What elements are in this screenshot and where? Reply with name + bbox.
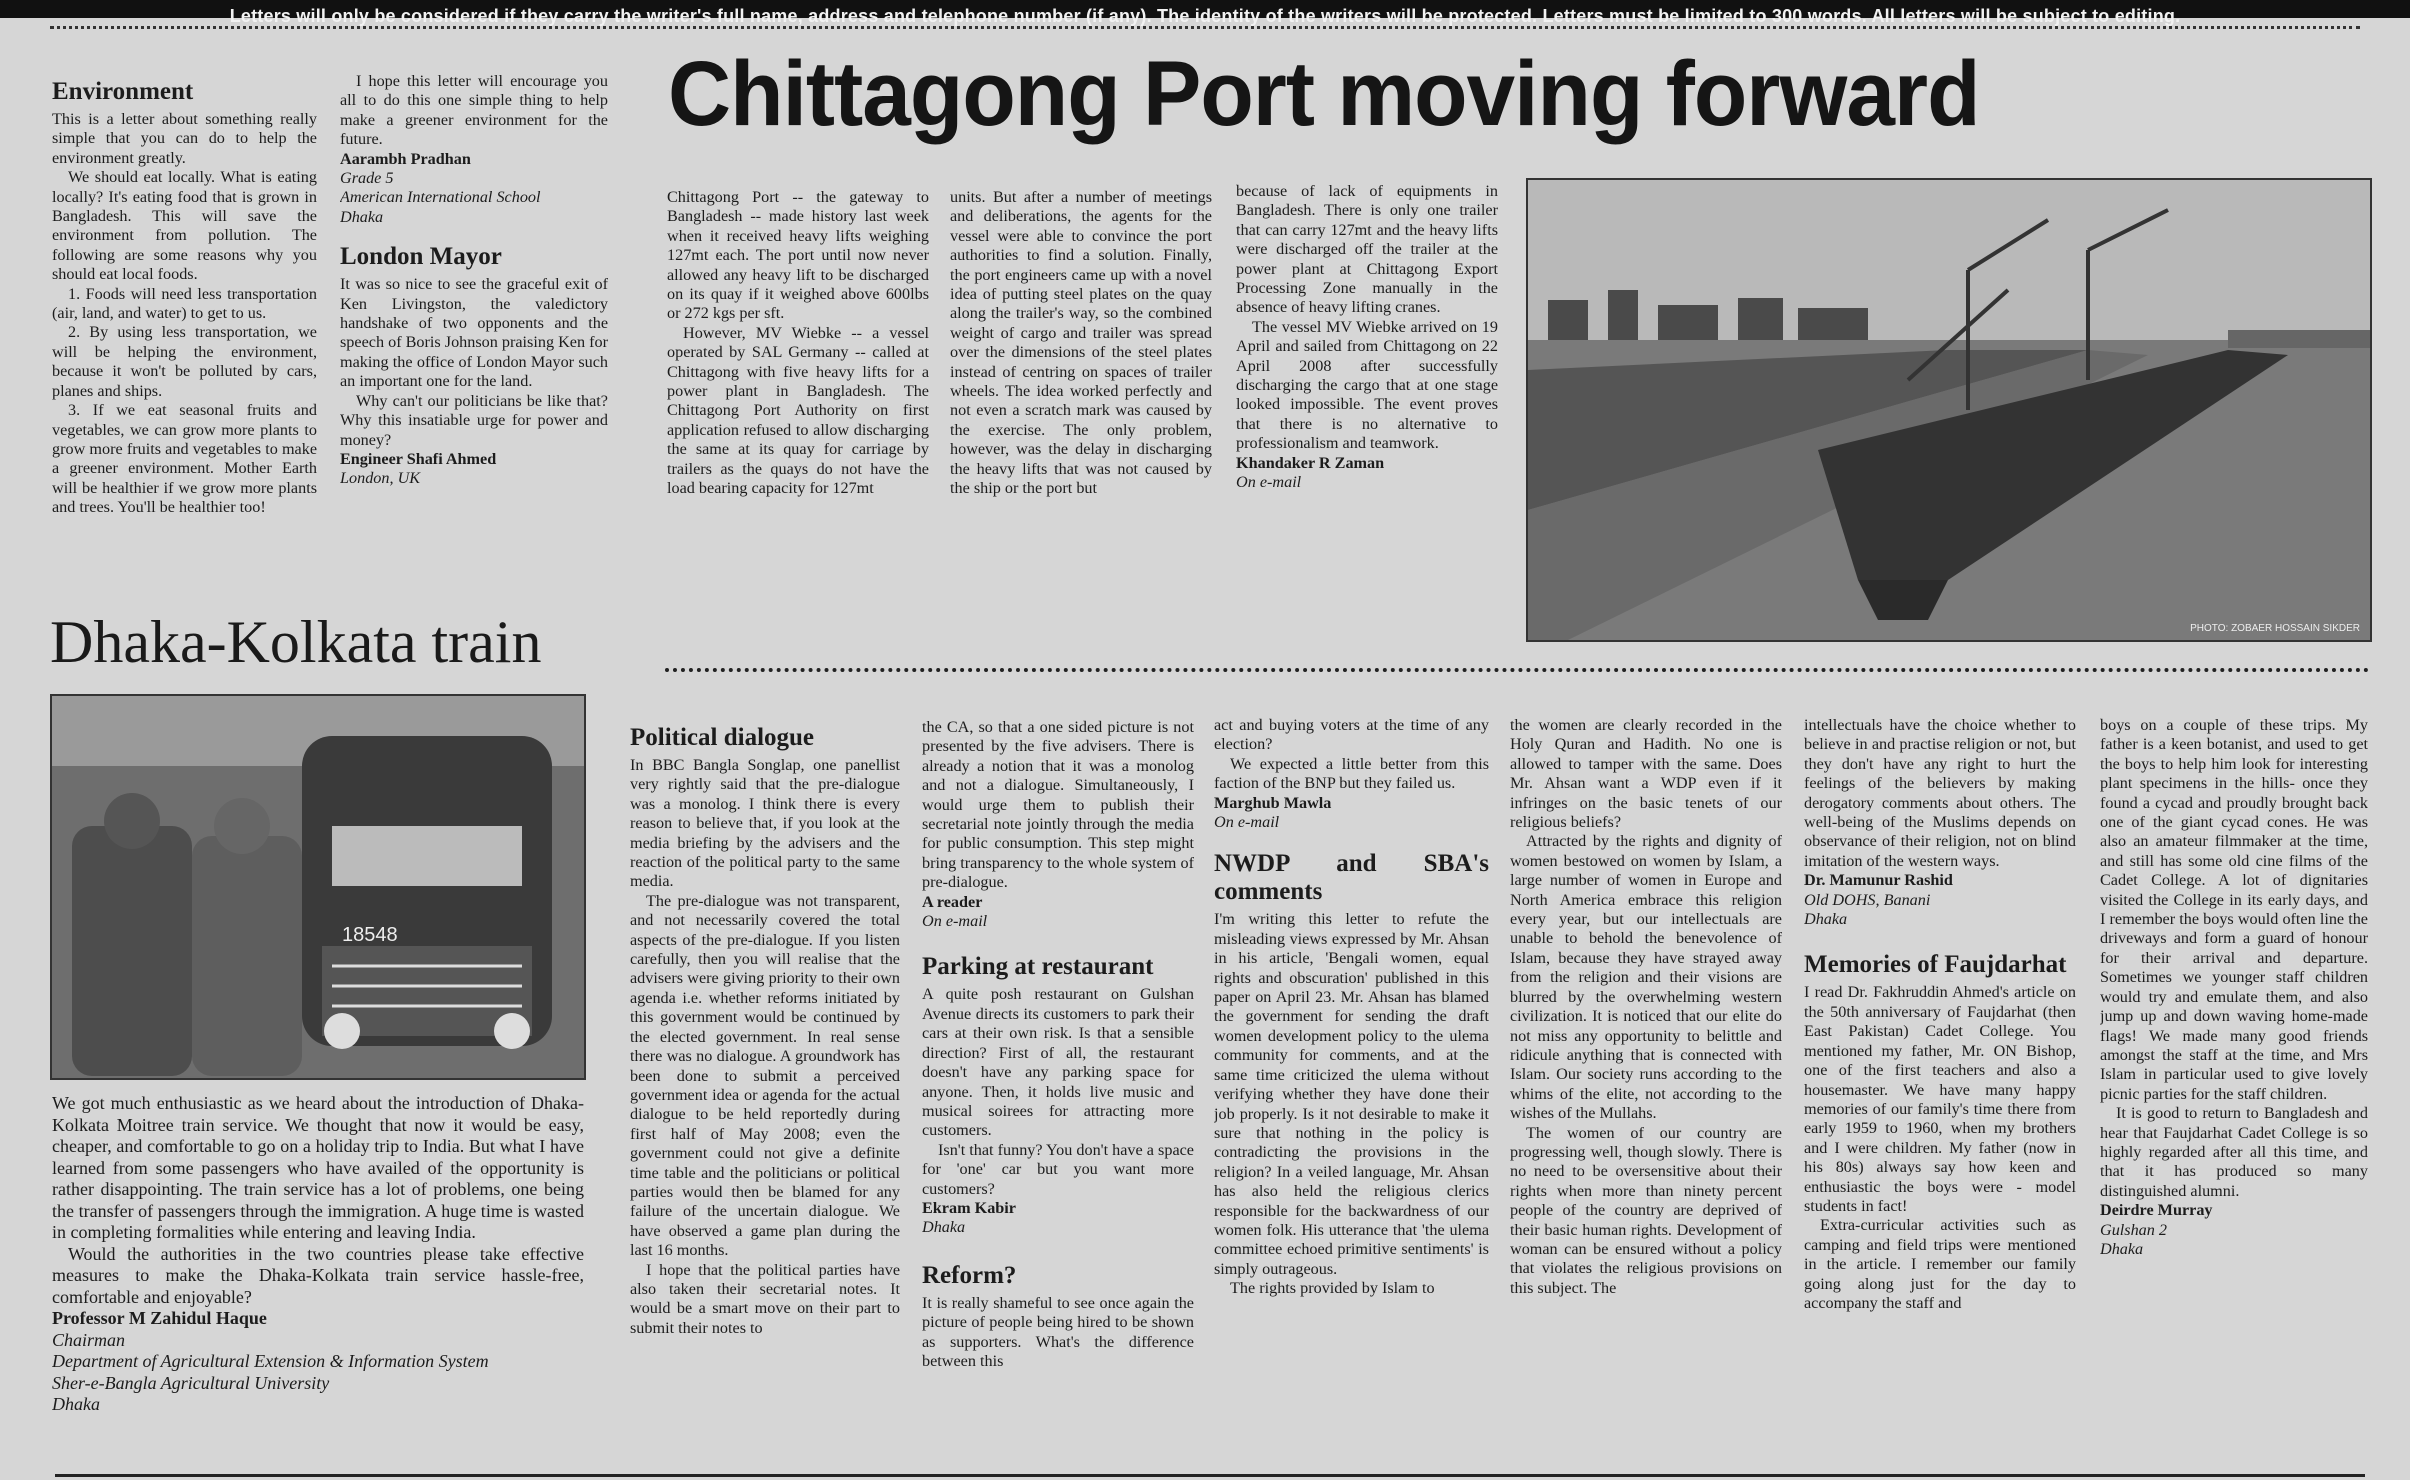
nwdp-column-2 xyxy=(1510,716,1782,1472)
train-para: Would the authorities in the two countries please take effective measures to make the Dhaka-Kolkata train service hassle-free, comfortable and enjoyable? xyxy=(52,1243,584,1307)
train-number: 18548 xyxy=(342,924,398,946)
environment-para: We should eat locally. What is eating locally? It's eating food that is grown in Bangladesh. This will save the environment from pollution. The following are some reasons why you should eat local foods. xyxy=(52,168,317,284)
parking-author: Ekram Kabir xyxy=(922,1198,1016,1217)
memories-city: Dhaka xyxy=(2100,1239,2144,1258)
port-column-2 xyxy=(950,188,1212,658)
political-para: the CA, so that a one sided picture is not presented by the five advisers. There is already a notion that it was a monolog and not a dialogue. Simultaneously, I would urge them to publish their secretarial note jointly through the media for public consumption. This step might bring transparency to the whole system of pre-dialogue. xyxy=(922,718,1194,892)
political-author: A reader xyxy=(922,892,983,911)
memories-para: Extra-curricular activities such as camping and field trips were mentioned in the article. I remember our family going along just for the day to accompany the staff and xyxy=(1804,1216,2076,1312)
nwdp-para: intellectuals have the choice whether to believe in and practise religion or not, but they don't have any right to hurt the feelings of the believers by making derogatory comments about others. The well-being of the Muslims depends on observance of their religion, not on blind imitation of the western ways. xyxy=(1804,716,2076,870)
environment-para: 1. Foods will need less transportation (air, land, and water) to get to us. xyxy=(52,284,317,323)
environment-city: Dhaka xyxy=(340,207,384,226)
london-title: London Mayor xyxy=(340,243,502,271)
environment-school: American International School xyxy=(340,188,541,207)
memories-address: Gulshan 2 xyxy=(2100,1220,2168,1239)
parking-para: A quite posh restaurant on Gulshan Avenue directs its customers to park their cars at their own risk. Is that a sensible direction? First of all, the restaurant doesn't have any parking space for anyone. Then, it holds live music and musical soirees for attracting more customers. xyxy=(922,985,1194,1140)
memories-para: I read Dr. Fakhruddin Ahmed's article on the 50th anniversary of Faujdarhat (then East Pakistan) Cadet College. You mentioned my father, Mr. ON Bishop, one of the first teachers and also a housemaster. We have many happy memories of our family's time there from early 1959 to 1960, when my brothers and I were children. My father (now in his 80s) always say how keen and enthusiastic the boys were - model students in fact! xyxy=(1804,983,2076,1215)
train-univ: Sher-e-Bangla Agricultural University xyxy=(52,1372,330,1393)
political-parking-column xyxy=(922,718,1194,1470)
port-para: However, MV Wiebke -- a vessel operated by SAL Germany -- called at Chittagong with five heavy lifts for a power plant in Bangladesh. The Chittagong Port Authority on first application refused to allow discharging the same at its quay for carriage by trailers as the quays do not have the load bearing capacity for 127mt xyxy=(667,323,929,498)
letters-notice: Letters will only be considered if they carry the writer's full name, address and telephone number (if any). The identity of the writers will be protected. Letters must be limited to 300 words. All letters will be subject to editing. xyxy=(229,6,2181,26)
port-column-1 xyxy=(667,188,929,658)
parking-para: Isn't that funny? You don't have a space for 'one' car but you want more customers? xyxy=(922,1140,1194,1198)
memories-para: boys on a couple of these trips. My father is a keen botanist, and used to get the boys to help him look for interesting plant specimens in the hills- once they found a cycad and proudly brought back one of the giant cycad cones. He was also an amateur filmmaker at the time, and still has some old cine films of the Cadet College. A lot of dignitaries visited the College in its early days, and I remember the boys would often line the driveways and form a guard of honour for their arrival and departure. Sometimes we younger staff children would try and emulate them, and also jump up and down waving home-made flags! We made many good friends amongst the staff at the time, and Mrs Islam in particular used to give lovely picnic parties for the staff children. xyxy=(2100,716,2368,1103)
train-role: Chairman xyxy=(52,1329,126,1350)
political-column-1 xyxy=(630,718,900,1470)
memories-column-2 xyxy=(2100,716,2368,1472)
train-author: Professor M Zahidul Haque xyxy=(52,1308,267,1328)
memories-para: It is good to return to Bangladesh and hear that Faujdarhat Cadet College is so highly regarded after all this time, and that it has produced so many distinguished alumni. xyxy=(2100,1104,2368,1200)
nwdp-para: the women are clearly recorded in the Holy Quran and Hadith. No one is allowed to tamper with the same. Does Mr. Ahsan want a WDP even if it infringes on the basic tenets of our religious beliefs? xyxy=(1510,716,1782,832)
notice-divider xyxy=(50,26,2360,29)
environment-letter xyxy=(52,72,317,592)
political-title: Political dialogue xyxy=(630,724,815,751)
train-photo xyxy=(50,694,586,1080)
port-headline: Chittagong Port moving forward xyxy=(668,43,1980,145)
reform-nwdp-column xyxy=(1214,716,1489,1472)
port-para: because of lack of equipments in Bangladesh. There is only one trailer that can carry 127mt and the heavy lifts were discharged off the trailer at the power plant at Chittagong Export Processing Zone manually in the absence of heavy lifting cranes. xyxy=(1236,182,1498,317)
environment-author: Aarambh Pradhan xyxy=(340,149,471,168)
environment-para: This is a letter about something really simple that you can do to help the environment greatly. xyxy=(52,110,317,167)
memories-author: Deirdre Murray xyxy=(2100,1201,2213,1220)
section-divider xyxy=(665,668,2370,672)
nwdp-para: The women of our country are progressing well, though slowly. There is no need to be oversensitive about their rights when more than ninety percent people of the country are deprived of their basic human rights. Development of woman can be ensured without a policy that violates the religious provisions on this subject. The xyxy=(1510,1123,1782,1297)
nwdp-para: The rights provided by Islam to xyxy=(1230,1279,1435,1298)
london-para: Why can't our politicians be like that? Why this insatiable urge for power and money? xyxy=(340,391,608,449)
parking-title: Parking at restaurant xyxy=(922,953,1154,981)
port-para: units. But after a number of meetings and deliberations, the agents for the vessel were able to convince the port authorities to find a solution. Finally, the port engineers came up with a novel idea of putting steel plates on the quay along the trailer's way, so the combined weight of cargo and trailer was spread over the dimensions of the steel plates instead of centring on spaces of trailer wheels. The idea worked perfectly and not even a scratch mark was caused by the exercise. The only problem, however, was the delay in discharging the heavy lifts that was not caused by the ship or the port but xyxy=(950,188,1212,498)
london-author: Engineer Shafi Ahmed xyxy=(340,449,497,468)
nwdp-title: NWDP and SBA's comments xyxy=(1214,850,1489,906)
port-author: Khandaker R Zaman xyxy=(1236,453,1385,472)
london-para: It was so nice to see the graceful exit of Ken Livingston, the valedictory handshake of two opponents and the speech of Boris Johnson praising Ken for making the office of London Mayor such an important one for the land. xyxy=(340,275,608,391)
port-ship-image xyxy=(1528,180,2370,640)
nwdp-city: Dhaka xyxy=(1804,910,1848,929)
nwdp-address: Old DOHS, Banani xyxy=(1804,890,1931,909)
bottom-rule xyxy=(55,1474,2365,1477)
port-para: The vessel MV Wiebke arrived on 19 April and sailed from Chittagong on 22 April 2008 after successfully discharging the cargo that at one stage looked impossible. The event proves that there is no alternative to professionalism and teamwork. xyxy=(1236,317,1498,453)
port-via: On e-mail xyxy=(1236,473,1302,492)
reform-title: Reform? xyxy=(922,1261,1017,1289)
reform-via: On e-mail xyxy=(1214,813,1280,832)
nwdp-author: Dr. Mamunur Rashid xyxy=(1804,871,1953,890)
reform-para: act and buying voters at the time of any election? xyxy=(1214,716,1489,754)
port-photo xyxy=(1526,178,2372,642)
port-para: Chittagong Port -- the gateway to Bangladesh -- made history last week when it received heavy lifts weighing 127mt each. The port until now never allowed any heavy lift to be discharged on its quay if it weighed above 600lbs or 272 kgs per sft. xyxy=(667,188,929,323)
nwdp-memories-column xyxy=(1804,716,2076,1472)
political-para: In BBC Bangla Songlap, one panellist very rightly said that the pre-dialogue was a monolog. I think there is every reason to believe that, if you look at the media briefing by the advisers and the reaction of the political party to the same media. xyxy=(630,756,900,891)
environment-para: 2. By using less transportation, we will be helping the environment, because it won't be polluted by cars, planes and ships. xyxy=(52,323,317,400)
environment-london-column xyxy=(340,72,608,592)
political-para: The pre-dialogue was not transparent, and not necessarily covered the total aspects of the pre-dialogue. If you listen carefully, then you will realise that the advisers were giving priority to their own agenda i.e. whether reforms initiated by this government would be continued by the elected government. In real sense there was no dialogue. A groundwork has been done to submit a perceived government idea or agenda for the actual dialogue to be held reportedly during first half of May 2008; even the government could not give a definite time table and the politicians or political parties would then be blamed for any failure of the uncertain dialogue. We have observed a game plan during the last 16 months. xyxy=(630,891,900,1260)
port-column-3 xyxy=(1236,182,1498,658)
train-headline: Dhaka-Kolkata train xyxy=(50,609,542,675)
reform-para: We expected a little better from this faction of the BNP but they failed us. xyxy=(1214,754,1489,793)
reform-para: It is really shameful to see once again the picture of people being hired to be shown as supporters. What's the difference between this xyxy=(922,1293,1194,1370)
environment-title: Environment xyxy=(52,78,194,105)
environment-grade: Grade 5 xyxy=(340,169,394,188)
reform-author: Marghub Mawla xyxy=(1214,793,1332,812)
political-para: I hope that the political parties have also taken their secretarial notes. It would be a smart move on their part to submit their notes to xyxy=(630,1260,900,1337)
political-via: On e-mail xyxy=(922,912,988,931)
train-dept: Department of Agricultural Extension & Information System xyxy=(52,1351,489,1371)
parking-city: Dhaka xyxy=(922,1218,966,1237)
train-city: Dhaka xyxy=(52,1394,100,1414)
nwdp-para: Attracted by the rights and dignity of women bestowed on women by Islam, a large number of women in Europe and North America embrace this religion every year, but our intellectuals are unable to behold the benevolence of Islam, because they have strayed away from the religion and their visions are blurred by the overwhelming western civilization. It is noticed that our elite do not miss any opportunity to belittle and ridicule anything that is connected with Islam. Our society runs according to the whims of the elite, not according to the wishes of the Mullahs. xyxy=(1510,832,1782,1123)
train-letter xyxy=(52,1093,584,1473)
port-photo-credit: PHOTO: ZOBAER HOSSAIN SIKDER xyxy=(2190,623,2360,634)
memories-title: Memories of Faujdarhat xyxy=(1804,951,2067,979)
train-para: We got much enthusiastic as we heard about the introduction of Dhaka-Kolkata Moitree train service. We thought that now it would be easy, cheaper, and comfortable to go on a holiday trip to India. But what I have learned from some passengers who have availed of the opportunity is rather disappointing. The train service has a lot of problems, one being the transfer of passengers through the immigration. A huge time is wasted in completing formalities while entering and leaving India. xyxy=(52,1093,584,1242)
nwdp-para: I'm writing this letter to refute the misleading views expressed by Mr. Ahsan in his article, 'Bengali women, equal rights and obscuration' published in this paper on April 23. Mr. Ahsan has blamed the government for sending the draft women development policy to the ulema community for comments, and at the same time criticized the ulema without verifying whether they have done their job properly. Is it not desirable to make it sure that nothing in the policy is contradicting the provisions in the religion? In a veiled language, Mr. Ahsan has also held the religious clerics responsible for the backwardness of our women folk. His utterance that 'the ulema committee echoed primitive sentiments' is simply outrageous. xyxy=(1214,910,1489,1278)
train-image xyxy=(52,696,584,1078)
environment-para: 3. If we eat seasonal fruits and vegetables, we can grow more plants to grow more fruits and vegetables to make a greener environment. Mother Earth will be healthier if we grow more plants and trees. You'll be healthier too! xyxy=(52,401,317,517)
environment-para: I hope this letter will encourage you all to do this one simple thing to help make a greener environment for the future. xyxy=(340,72,608,149)
london-city: London, UK xyxy=(340,469,421,488)
